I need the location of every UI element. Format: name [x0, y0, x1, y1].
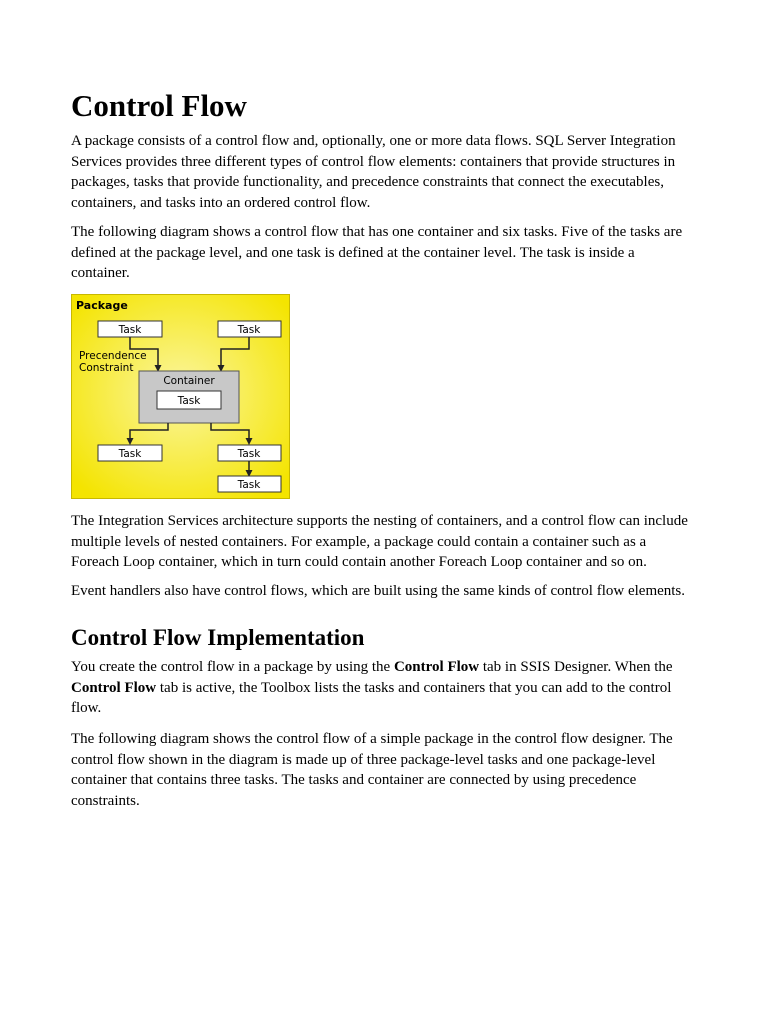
designer-diagram-paragraph: The following diagram shows the control flow of a simple package in the control flow designer. The control flow shown in the diagram is made up of three package-level tasks and one package-level container that contains three tasks. The tasks and container are connected by using precedence constraints. — [71, 731, 673, 810]
control-flow-bold: Control Flow — [71, 679, 157, 696]
precedence-label: Constraint — [79, 362, 134, 374]
implementation-text: tab in SSIS Designer. When the — [479, 659, 673, 675]
package-label: Package — [76, 299, 128, 312]
task-label: Task — [118, 324, 142, 336]
diagram-description-paragraph: The following diagram shows a control flow that has one container and six tasks. Five of the tasks are defined at the package level, and one task is defined at the container level. The task is inside a container. — [71, 224, 683, 282]
event-handlers-paragraph: Event handlers also have control flows, which are built using the same kinds of control flow elements. — [71, 583, 686, 599]
task-label: Task — [237, 448, 261, 460]
nesting-paragraph: The Integration Services architecture supports the nesting of containers, and a control flow can include multiple levels of nested containers. For example, a package could contain a container such as a Foreach Loop container, which in turn could contain another Foreach Loop container and so on. — [71, 513, 688, 571]
container-label: Container — [163, 375, 215, 387]
task-label: Task — [118, 448, 142, 460]
task-label: Task — [177, 395, 201, 407]
task-label: Task — [237, 324, 261, 336]
implementation-text: tab is active, the Toolbox lists the tasks and containers that you can add to the control flow. — [71, 679, 672, 717]
control-flow-bold: Control Flow — [393, 659, 480, 675]
task-label: Task — [237, 479, 261, 491]
intro-paragraph: A package consists of a control flow and, optionally, one or more data flows. SQL Server Integration Services provides three different types of control flow elements: containers that provide structures in packages, tasks that provide functionality, and precedence constraints that connect the executables, containers, and tasks into an ordered control flow. — [71, 133, 676, 212]
implementation-text: You create the control flow in a package by using the — [71, 659, 394, 675]
implementation-paragraph — [71, 657, 696, 719]
page-title: Control Flow — [71, 88, 247, 123]
precedence-label: Precendence — [79, 350, 147, 362]
diagram-svg — [71, 294, 290, 499]
control-flow-diagram — [71, 294, 290, 499]
section-heading: Control Flow Implementation — [71, 625, 365, 650]
